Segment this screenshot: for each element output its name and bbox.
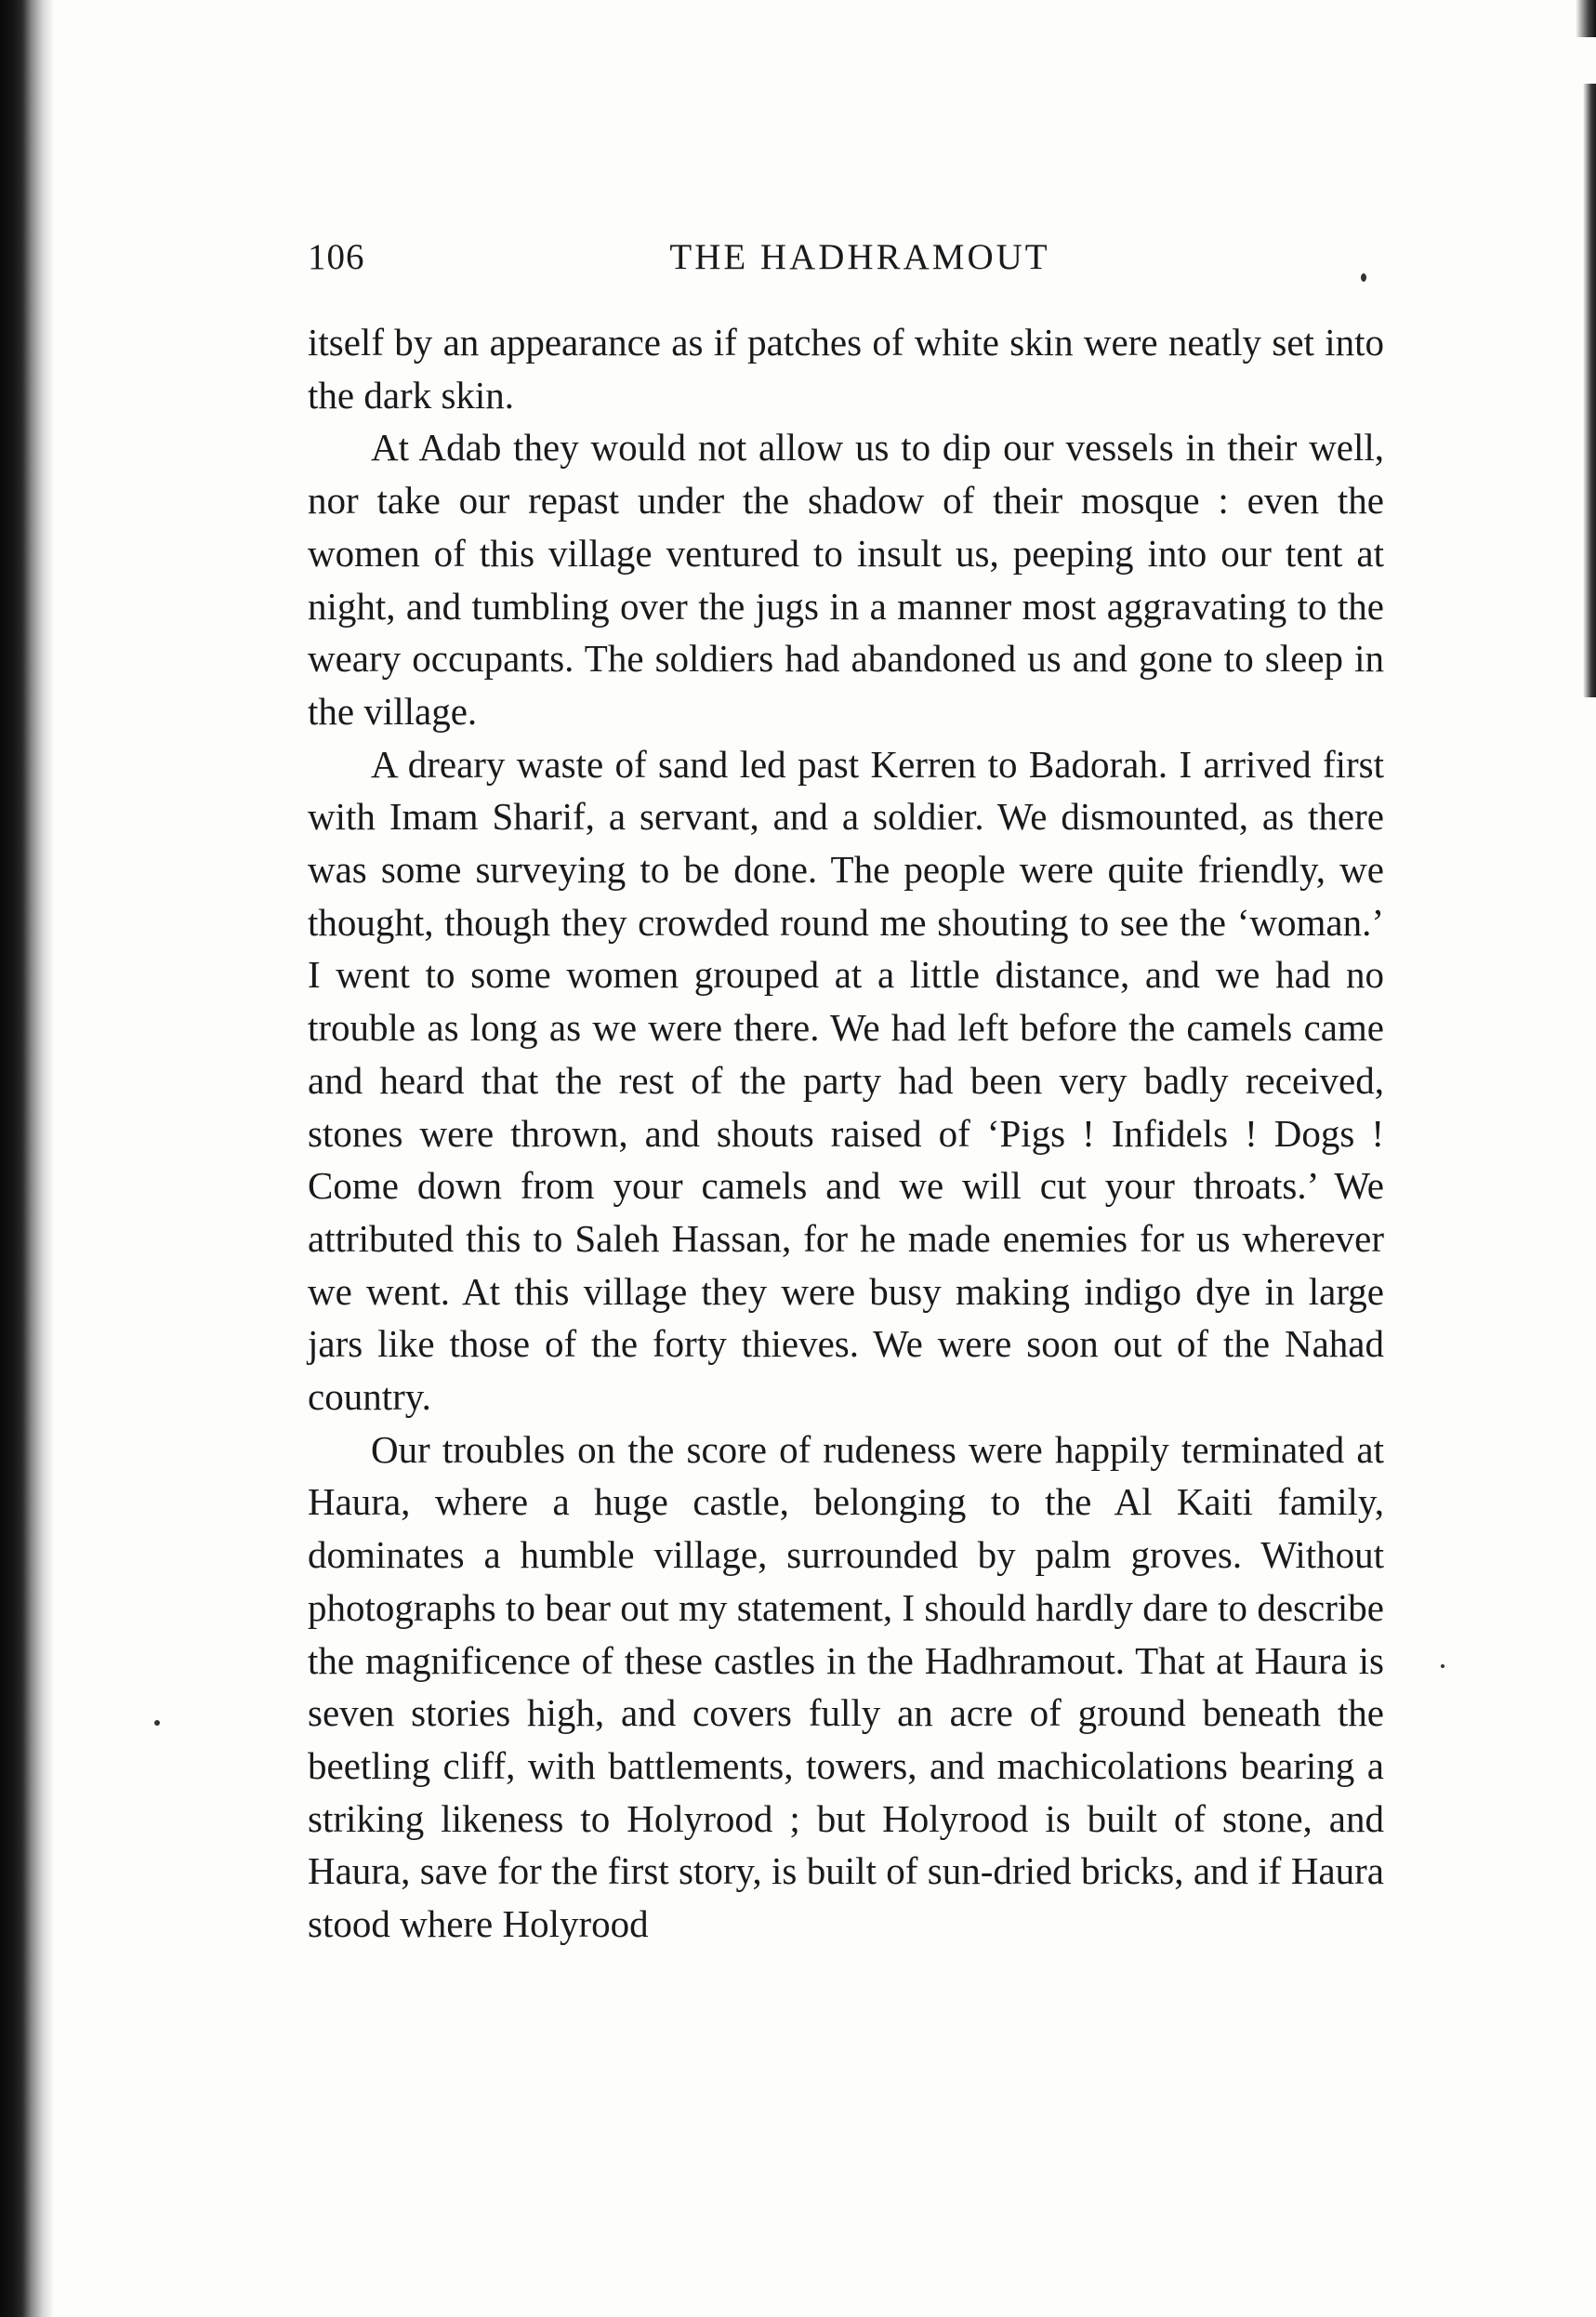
- binding-shadow-right: [1583, 84, 1596, 697]
- paragraph: At Adab they would not allow us to dip our vessels in their well, nor take our repast under the shadow of their mosque : even the women of this village ventured to insult us, peeping into our tent at night, and tumbling over the jugs in a manner most aggravating to the weary occupants. The soldiers had abandoned us and gone to sleep in the village.: [308, 426, 1384, 733]
- paragraph: A dreary waste of sand led past Kerren to Badorah. I arrived first with Imam Sharif, a servant, and a soldier. We dismounted, as there was some surveying to be done. The people were quite friendly, we thought, though they crowded round me shouting to see the ‘woman.’ I went to some women grouped at a little distance, and we had no trouble as long as we were there. We had left before the camels came and heard that the rest of the party had been very badly received, stones were thrown, and shouts raised of ‘Pigs ! Infidels ! Dogs ! Come down from your camels and we will cut your throats.’ We attributed this to Saleh Hassan, for he made enemies for us wherever we went. At this village they were busy making indigo dye in large jars like those of the forty thieves. We were soon out of the Nahad country.: [308, 742, 1384, 1419]
- paragraph: itself by an appearance as if patches of white skin were neatly set into the dark skin.: [308, 321, 1384, 417]
- binding-shadow-right-top: [1576, 0, 1596, 37]
- page-header: [308, 236, 1384, 283]
- scan-speck: [154, 1720, 160, 1726]
- scan-speck: [1441, 1664, 1444, 1668]
- paragraph: Our troubles on the score of rudeness were happily terminated at Haura, where a huge castle, belonging to the Al Kaiti family, dominates a humble village, surrounded by palm groves. Without photographs to bear out my statement, I should hardly dare to describe the magnificence of these castles in the Hadhramout. That at Haura is seven stories high, and covers fully an acre of ground beneath the beetling cliff, with battlements, towers, and machicolations bearing a striking likeness to Holyrood ; but Holyrood is built of stone, and Haura, save for the first story, is built of sun-dried bricks, and if Haura stood where Holyrood: [308, 1427, 1384, 1946]
- running-title: THE HADHRAMOUT: [669, 237, 1050, 277]
- body-text: [308, 316, 1384, 1951]
- page-number: 106: [308, 237, 365, 277]
- binding-shadow-left: [0, 0, 54, 2317]
